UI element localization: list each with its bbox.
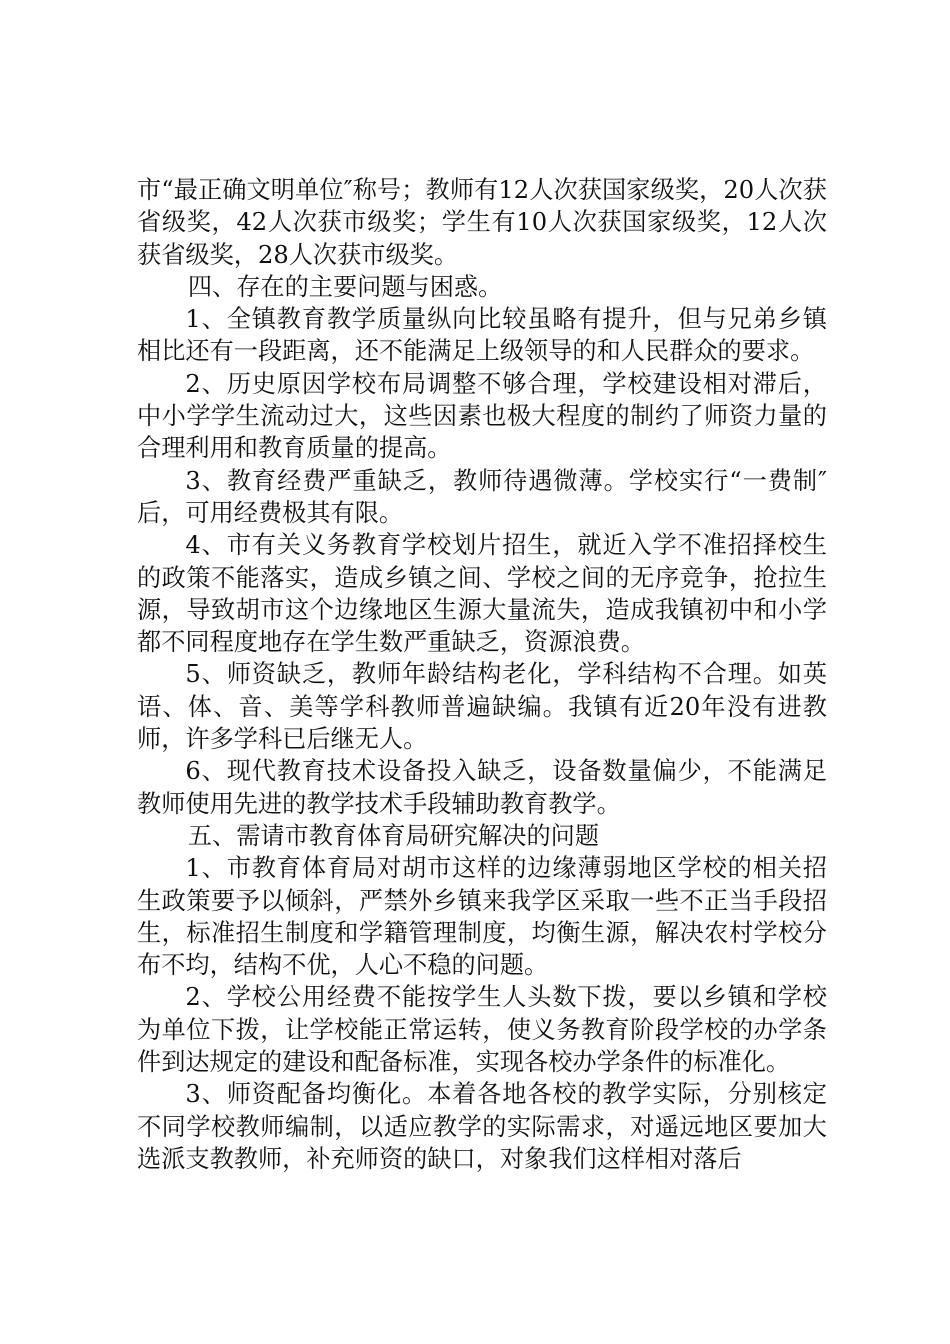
section-heading-5: 五、需请市教育体育局研究解决的问题 (187, 821, 600, 850)
list-item-problem-1: 1、全镇教育教学质量纵向比较虽略有提升，但与兄弟乡镇相比还有一段距离，还不能满足上级领导的和人民群众的要求。 (137, 305, 827, 366)
list-item-problem-6: 6、现代教育技术设备投入缺乏，设备数量偏少，不能满足教师使用先进的教学技术手段辅助教育教学。 (137, 757, 827, 818)
section-heading-4: 四、存在的主要问题与困惑。 (187, 272, 503, 301)
list-item-problem-3: 3、教育经费严重缺乏，教师待遇微薄。学校实行“一费制″后，可用经费极其有限。 (137, 466, 827, 527)
list-item-request-3: 3、师资配备均衡化。本着各地各校的教学实际，分别核定不同学校教师编制，以适应教学的实际需求，对遥远地区要加大选派支教教师，补充师资的缺口，对象我们这样相对落后 (137, 1080, 827, 1173)
list-item-problem-2: 2、历史原因学校布局调整不够合理，学校建设相对滞后，中小学学生流动过大，这些因素也极大程度的制约了师资力量的合理利用和教育质量的提高。 (137, 369, 827, 463)
list-item-problem-4: 4、市有关义务教育学校划片招生，就近入学不准招择校生的政策不能落实，造成乡镇之间、学校之间的无序竞争，抢拉生源，导致胡市这个边缘地区生源大量流失，造成我镇初中和小学都不同程度地存在学生数严重缺乏，资源浪费。 (137, 531, 827, 657)
list-item-request-2: 2、学校公用经费不能按学生人头数下拨，要以乡镇和学校为单位下拨，让学校能正常运转，使义务教育阶段学校的办学条件到达规定的建设和配备标准，实现各校办学条件的标准化。 (137, 983, 827, 1077)
list-item-request-1: 1、市教育体育局对胡市这样的边缘薄弱地区学校的相关招生政策要予以倾斜，严禁外乡镇来我学区采取一些不正当手段招生，标准招生制度和学籍管理制度，均衡生源，解决农村学校分布不均，结构不优，人心不稳的问题。 (137, 854, 827, 980)
document-body (137, 174, 827, 1175)
list-item-problem-5: 5、师资缺乏，教师年龄结构老化，学科结构不合理。如英语、体、音、美等学科教师普遍缺编。我镇有近20年没有进教师，许多学科已后继无人。 (137, 660, 827, 754)
paragraph-continuation: 市“最正确文明单位″称号；教师有12人次获国家级奖，20人次获省级奖，42人次获市级奖；学生有10人次获国家级奖，12人次获省级奖，28人次获市级奖。 (137, 176, 827, 269)
